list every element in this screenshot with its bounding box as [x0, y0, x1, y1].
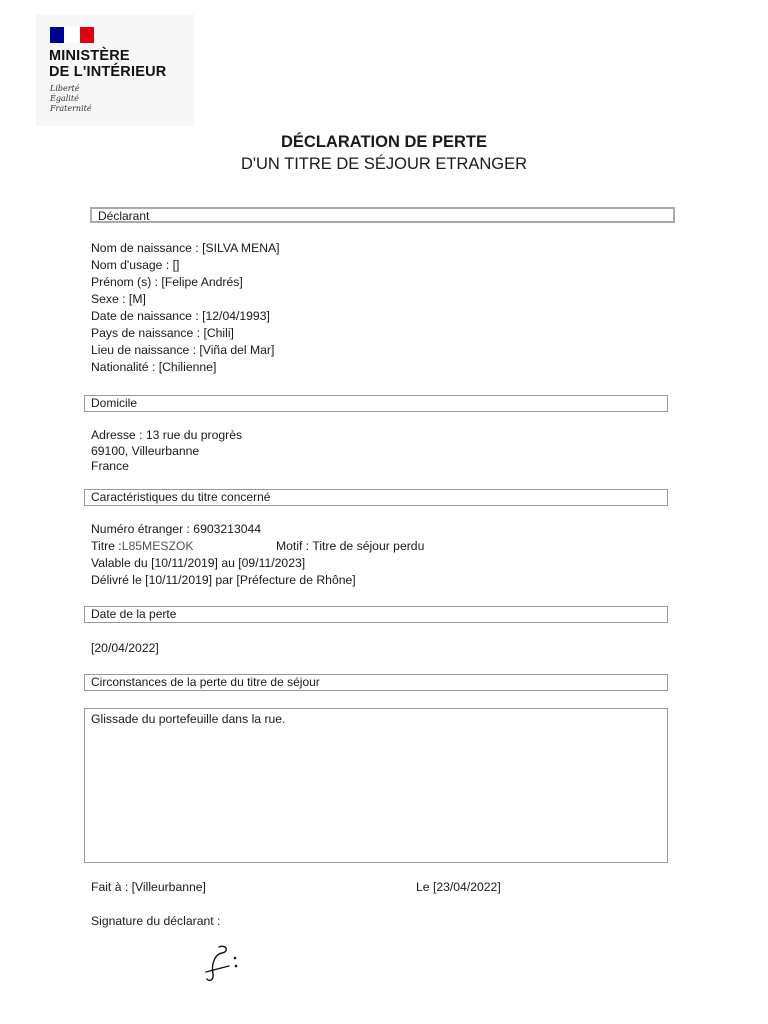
domicile-address	[91, 428, 242, 475]
motto-fraternite: Fraternité	[50, 104, 92, 113]
circonstances-text: Glissade du portefeuille dans la rue.	[91, 712, 286, 726]
field-sexe: Sexe : [M]	[91, 292, 146, 306]
field-nom-usage: Nom d'usage : []	[91, 258, 180, 272]
motto-liberte: Liberté	[50, 84, 80, 93]
section-date-perte-heading	[84, 606, 668, 623]
motto-egalite: Égalité	[50, 94, 79, 103]
republic-motto	[50, 84, 92, 114]
section-titre-label: Caractéristiques du titre concerné	[91, 490, 271, 504]
circonstances-textarea	[84, 708, 668, 863]
address-line-2: 69100, Villeurbanne	[91, 443, 200, 458]
section-date-perte-label: Date de la perte	[91, 607, 177, 621]
date-perte-value: [20/04/2022]	[91, 641, 159, 655]
section-domicile-heading	[84, 395, 668, 412]
ministry-logo	[36, 14, 194, 126]
date-signature: Le [23/04/2022]	[416, 880, 501, 894]
titre-delivre: Délivré le [10/11/2019] par [Préfecture de Rhône]	[91, 573, 356, 587]
document-title: DÉCLARATION DE PERTE	[281, 133, 487, 151]
signature-label: Signature du déclarant :	[91, 914, 221, 928]
field-prenom: Prénom (s) : [Felipe Andrés]	[91, 275, 243, 289]
section-declarant-heading	[90, 207, 675, 223]
titre-value: L85MESZOK	[121, 539, 194, 553]
titre-label: Titre :	[91, 539, 122, 553]
field-date-naissance: Date de naissance : [12/04/1993]	[91, 309, 270, 323]
section-titre-heading	[84, 489, 668, 506]
field-nationalite: Nationalité : [Chilienne]	[91, 360, 217, 374]
declarant-fields	[91, 240, 280, 376]
fait-a: Fait à : [Villeurbanne]	[91, 880, 206, 894]
document-subtitle: D'UN TITRE DE SÉJOUR ETRANGER	[240, 155, 528, 173]
titre-numero: Numéro étranger : 6903213044	[91, 522, 262, 536]
section-circonstances-heading	[84, 674, 668, 691]
titre-row	[91, 538, 194, 555]
field-lieu-naissance: Lieu de naissance : [Viña del Mar]	[91, 343, 275, 357]
section-circonstances-label: Circonstances de la perte du titre de séjour	[91, 675, 320, 689]
field-nom-naissance: Nom de naissance : [SILVA MENA]	[91, 241, 280, 255]
address-line-3: France	[91, 459, 129, 473]
handwritten-signature	[203, 944, 247, 984]
address-line-1: Adresse : 13 rue du progrès	[91, 428, 243, 442]
titre-motif: Motif : Titre de séjour perdu	[276, 539, 425, 553]
ministry-line-1: MINISTÈRE	[49, 48, 130, 64]
titre-validite: Valable du [10/11/2019] au [09/11/2023]	[91, 556, 306, 570]
field-pays-naissance: Pays de naissance : [Chili]	[91, 326, 234, 340]
section-declarant-label: Déclarant	[98, 209, 150, 223]
section-domicile-label: Domicile	[91, 396, 138, 410]
ministry-name	[49, 48, 166, 80]
marianne-flag-icon	[50, 27, 94, 43]
ministry-line-2: DE L'INTÉRIEUR	[49, 64, 167, 80]
